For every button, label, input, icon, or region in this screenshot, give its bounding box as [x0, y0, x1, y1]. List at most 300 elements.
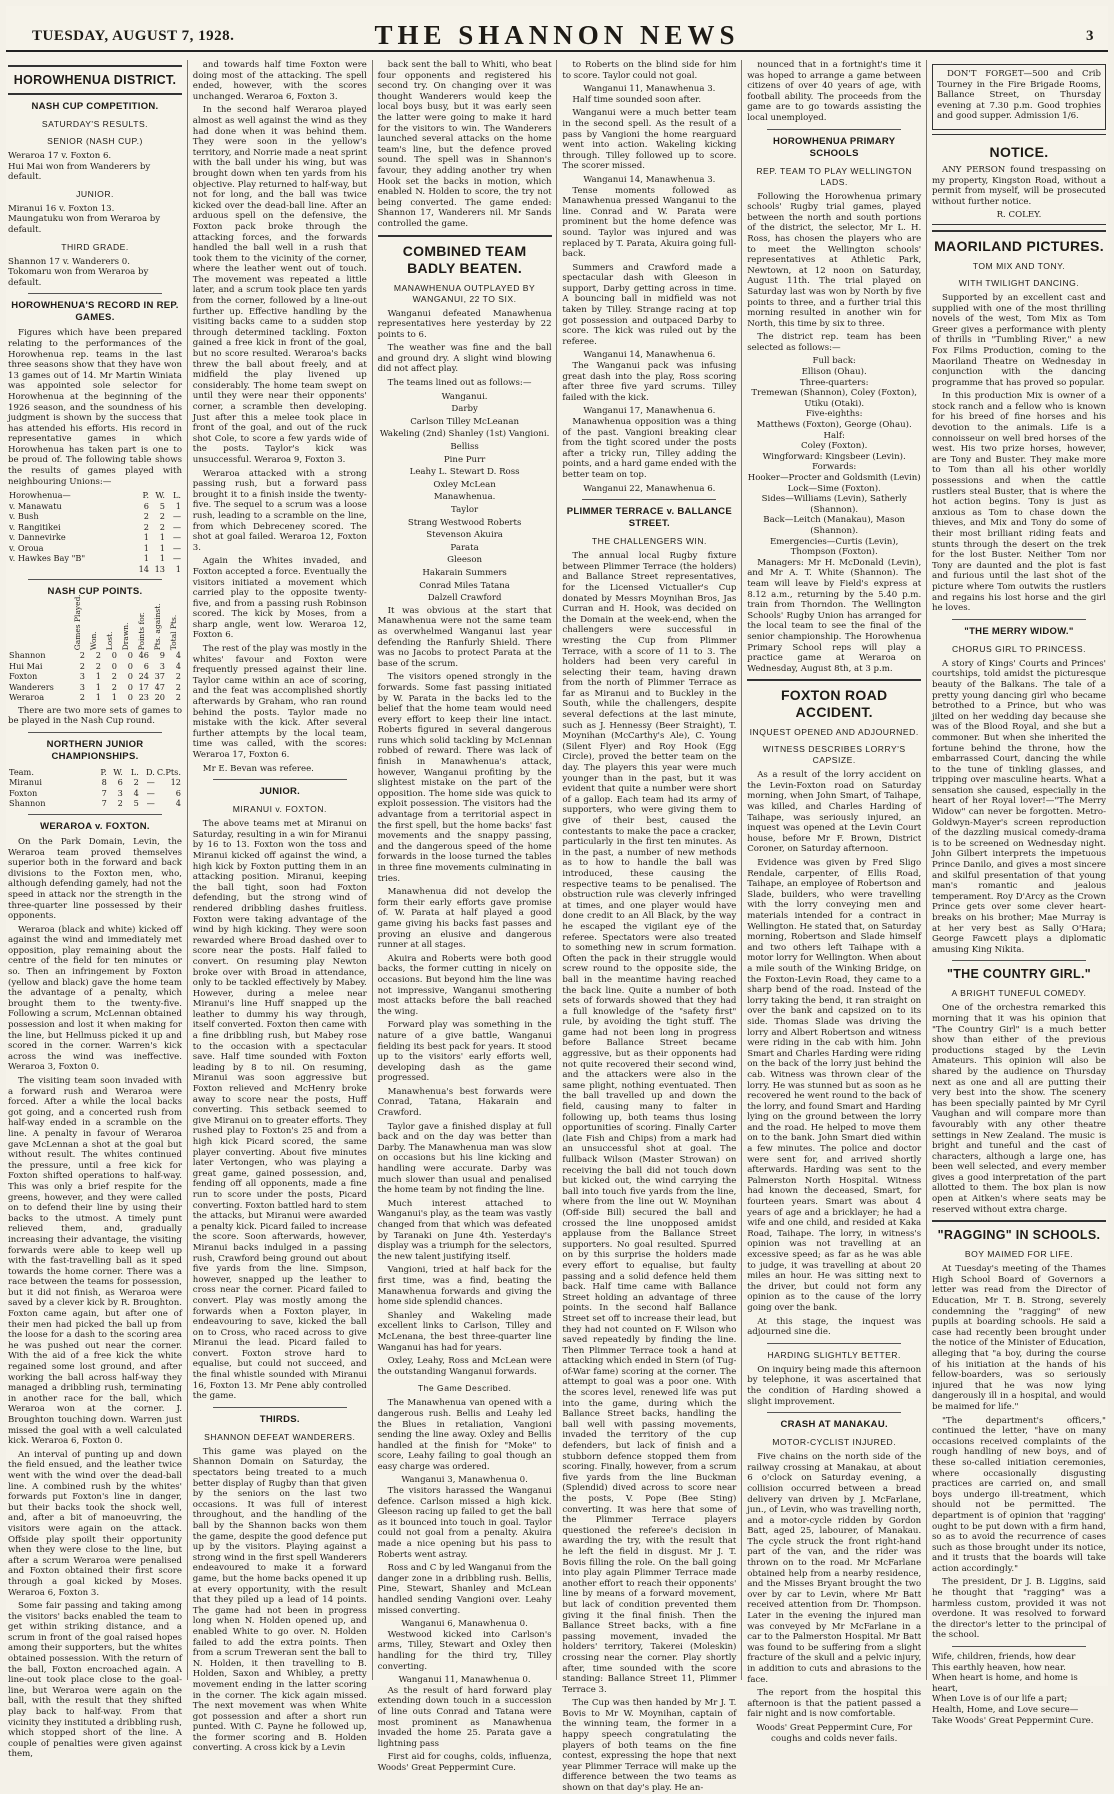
article-paragraph: There are two more sets of games to be played in the Nash Cup round.	[8, 705, 182, 727]
team-label: Wanganui.	[441, 391, 488, 402]
table-cell: Foxton	[9, 671, 38, 682]
divider	[747, 679, 921, 681]
table-cell: —	[172, 542, 181, 553]
article-paragraph: Ross and C by led Wanganui from the danger zone in a dribbling rush. Bellis, Pine, Stewart, Shanley and McLean handled sending Vangioni over. Leahy missed converting.	[377, 1563, 552, 1616]
table-cell: D.	[145, 766, 155, 777]
table-cell: Miranui	[9, 777, 42, 788]
article-paragraph: The Cup was then handed by Mr J. T. Bovis to Mr W. Moynihan, captain of the winning team, the former in a happy speech congratulating the players of both teams on the fine contest, expressing the hope that next year Plimmer Terrace will make up the difference between the two teams as shown on that day's play. He an-	[562, 1698, 737, 1794]
accident-subheading: WITNESS DESCRIBES LORRY'S CAPSIZE.	[762, 744, 906, 766]
team-line: Carlson Tilley McLeanan	[410, 416, 519, 427]
article-paragraph: This game was played on the Shannon Domain on Saturday, the spectators being treated to a much better display of Rugby than that given by the seniors on the last two occasions. It was full of interest throughout, and the handling of the ball by the Shannon backs won them the game, despite the good defence put up by the visitors. Playing against a strong wind in the first spell Wanderers endeavoured to make it a forward game, but the home backs opened it up at every opportunity, with the result that they piled up a lead of 14 points. The game had not been in progress long when N. Holden opened up, and enabled White to go over. N. Holden failed to add the extra points. Then from a scrum Treweran sent the ball to N. Holden, it then travelling to B. Holden, Saxon and Whibley, a pretty movement ending in the latter scoring in the corner. The kick again missed. The next movement was when White got possession and after a short run punted. With C. Payne he followed up, the former scoring and B. Holden converting. A cross kick by a Levin	[192, 1446, 367, 1754]
table-cell: 1	[159, 542, 165, 553]
table-cell: 9	[159, 650, 165, 661]
table-cell: 1	[95, 692, 101, 703]
table-cell: 6	[175, 787, 181, 798]
divider	[28, 579, 162, 580]
table-cell: 1	[175, 563, 181, 574]
table-cell: 0	[127, 692, 133, 703]
table-cell: 46	[138, 650, 149, 661]
table-header: Total Pts.	[168, 614, 178, 650]
ragging-heading: "RAGGING" IN SCHOOLS.	[937, 1228, 1101, 1243]
article-paragraph: The annual local Rugby fixture between Plimmer Terrace (the holders) and Ballance Street representatives, for the Licensed Victualler's Cup donated by Messrs Moynihan Bros, Jas Curran and H. Hook, was decided on the Domain at the week-end, when the challengers were successful in wresting the Cup from Plimmer Terrace, with a score of 11 to 3. The holders had been very careful in selecting their team, having drawn from the north of Plimmer Terrace as far as Miranui and to Buckley in the South, while the challengers, despite several defections at the last minute, such as J. Hennessy (Beer Straight), T. Moynihan (McCarthy's Ale), C. Young (Silent Flyer) and Roy Hook (Egg Circle), proved the better team on the day. The players this year were much younger than in the past, but it was evident that quite a number were short of a gallop. Each team had its army of supporters, who were giving them to give of their best, caused the contestants to make the pace a cracker, particularly in the first ten minutes. As in the past, a number of new methods as to how to handle the ball was introduced, these causing the respective teams to be penalised. The obstruction rule was cleverly infringed at times, and one player would have done credit to an All Black, by the way he escaped the vigilant eye of the referee. Spectators were also treated to something new in scrum formation. Often the pack in their struggle would screw round to the opposite side, the ball in the meantime having reached the back line. Quite a number of both sets of forwards showed that they had a full knowledge of the "safety first" rule, by avoiding the tight stuff. The game had not been long in progress before Ballance Street became aggressive, but as their opponents had not quite recovered their second wind, and the attackers were also in the same plight, nothing eventuated. Then the ball travelled up and down the field, causing many to falter in following up, both teams thus losing opportunities of scoring. Finally Carter (late Fish and Chips) from a mark had an unsuccessful shot at goal. The fullback Wilson (Master Strowan) on receiving the ball did not touch down but kicked out, the wind carrying the ball into touch five yards from the line, where from the line out W. Moynihan (Off-side Bill) secured the ball and crossed the line unopposed amidst applause from the Ballance Street supporters. No goal resulted. Spurred on by this surprise the holders made every effort to equalise, but faulty passing and a solid defence held them back. Half time came with Ballance Street holding an advantage of three points. In the second half Ballance Street set off to increase their lead, but they had not counted on F. Wilson who saved repeatedly by finding the line. Then Plimmer Terrace took a hand at attacking which ended in Stern (of Tug-of-War fame) scoring at the corner. The attempt to goal was a poor one. With the scores level, renewed life was put into the game, during which the Ballance Street backs, handling the ball well with passing movements, invaded the territory of the cup defenders, but lack of finish and a stubborn defence stopped them from scoring. Finally, however, from a scrum five yards from the line Buckman (Splendid) dived across to score near the posts, V. Pope (Bee Sting) converting. It was here that some of the Plimmer Terrace players questioned the referee's decision in awarding the try, with the result that he left the field in disgust. Mr J. T. Bovis filling the role. On the ball going into play again Plimmer Terrace made another effort to reach their opponents' line by means of a forward movement, but lack of condition prevented them giving it the final finish. Then the Ballance Street backs, with a fine passing movement, invaded the holders' territory, Takerei (Moleskin) crossing near the corner. Play shortly after, time sounded with the score standing: Ballance Street 11, Plimmer Terrace 3.	[562, 551, 737, 1695]
table-row	[8, 692, 182, 703]
table-cell: 6	[117, 777, 123, 788]
advertisement-text: DON'T FORGET—500 and Crib Tourney in the Fire Brigade Rooms, Ballance Street, on Thursday evening at 7.30 p.m. Good trophies and good supper. Admission 1/6.	[936, 69, 1101, 122]
divider	[28, 732, 162, 733]
table-cell: 2	[111, 671, 117, 682]
table-cell: 2	[79, 650, 85, 661]
divider	[952, 1646, 1086, 1647]
article-paragraph: Wanganui were a much better team in the second spell. As the result of a pass by Vangioni the home rearguard went into action. Wakeling kicking through. Tilley followed up to score. The scorer missed.	[562, 108, 737, 172]
page-number: 3	[1086, 28, 1094, 44]
team-line: Wakeling (2nd) Shanley (1st) Vangioni.	[379, 429, 550, 440]
table-cell: 2	[175, 692, 181, 703]
result-line: Weraroa 17 v. Foxton 6.	[8, 151, 112, 161]
article-paragraph: Westwood kicked into Carlson's arms, Tilley, Stewart and Oxley then handling for the third try, Tilley converting.	[377, 1629, 552, 1672]
article-paragraph: Shanley and Wakeling made excellent links to Carlson, Tilley and McLenana, the best three-quarter line Wanganui has had for years.	[377, 1310, 552, 1353]
table-cell: 1	[159, 553, 165, 564]
outplayed-heading: MANAWHENUA OUTPLAYED BY WANGANUI, 22 TO SIX.	[393, 282, 536, 304]
article-paragraph: The president, Dr J. B. Liggins, said he thought that "ragging" was a harmless custom, provided it was not overdone. It was resolved to forward the director's letter to the principal of the school.	[931, 1577, 1106, 1641]
table-cell: 5	[133, 798, 139, 809]
article-paragraph: Oxley, Leahy, Ross and McLean were the outstanding Wanganui forwards.	[377, 1356, 552, 1377]
table-header: Lost.	[104, 631, 114, 650]
shannon-heading: SHANNON DEFEAT WANDERERS.	[204, 1431, 356, 1442]
table-cell: Shannon	[9, 650, 46, 661]
column-3	[377, 60, 552, 1773]
table-cell: 3	[79, 671, 85, 682]
merry-widow-heading: "THE MERRY WIDOW."	[964, 625, 1074, 637]
table-cell: v. Bush	[9, 511, 39, 522]
article-paragraph: The visitors harassed the Wanganui defence. Carlson missed a high kick. Gleeson racing up failed to get the ball as it bounced into touch in goal. Taylor could not goal from a penalty. Akuira made a nice opening but his pass to Roberts went astray.	[377, 1486, 552, 1560]
divider	[582, 499, 716, 500]
table-header-row	[8, 490, 182, 501]
table-cell: 2	[117, 798, 123, 809]
miranui-heading: MIRANUI v. FOXTON.	[232, 804, 327, 815]
article-paragraph: Weraroa (black and white) kicked off against the wind and immediately met opposition, play remaining about the centre of the field for ten minutes or so. Then an infringement by Foxton (yellow and black) gave the home team the advantage of a penalty, which brought them to the twenty-five. Following a scrum, McLennan obtained possession and lost it when making for the line, but Hellmuss picked it up and scored in the corner. Warren's kick across the wind was ineffective. Weraroa 3, Foxton 0.	[8, 924, 182, 1073]
article-paragraph: and towards half time Foxton were doing most of the attacking. The spell ended, however, with the scores unchanged. Weraroa 6, Foxton 3.	[192, 60, 367, 102]
record-heading: HOROWHENUA'S RECORD IN REP. GAMES.	[11, 300, 179, 324]
article-paragraph: Figures which have been prepared relating to the performances of the Horowhenua rep. teams in the last three seasons show that they have won 13 games out of 14. Mr Martin Winiata was appointed sole selector for Horowhenua at the beginning of the 1926 season, and the soundness of his judgment is shown by the success that has attended his efforts. His record in representative games in which Horowhenua has taken part is one to be proud of. The following table shows the results of games played with neighbouring Unions:—	[8, 328, 182, 487]
table-cell: C.Pts.	[156, 766, 181, 777]
result-line: Shannon 17 v. Wanderers 0.	[8, 256, 130, 267]
points-table	[8, 593, 182, 703]
table-cell: 13	[154, 563, 165, 574]
table-cell: Team.	[9, 766, 34, 777]
table-row	[8, 798, 182, 809]
article-paragraph: Manawhenua opposition was a thing of the past. Vangioni breaking clear from the tight scored under the posts after a tricky run, Tilley adding the points, and a hard game ended with the better team on top.	[562, 417, 737, 480]
article-paragraph: Akuira and Roberts were both good backs, the former cutting in nicely on occasions. But beyond him the line was not impressive, Wanganui smothering most attacks before the ball reached the wing.	[377, 953, 552, 1017]
article-paragraph: The visitors opened strongly in the forwards. Some fast passing initiated by W. Parata in the backs led to the belief that the home team would need every effort to keep their line intact. Roberts figured in several dangerous runs which solid tackling by McLennan robbed of reward. There was lack of finish in Manawhenua's attack, however, Wanganui profiting by the slightest mistake on the part of the opposition. The home side was quick to exploit possession. The visitors had the advantage from a territorial aspect in the first spell, but the home backs' fast movements and the snappy passing, and the dangerous speed of the home forwards in the loose turned the tables in three fine movements culminating in tries.	[377, 672, 552, 884]
article-paragraph: The above teams met at Miranui on Saturday, resulting in a win for Miranui by 16 to 13. Foxton won the toss and Miranui kicked off against the wind, a high kick by Foxton putting them in an attacking position. Miranui, keeping the ball tight, soon had Foxton defending, but the strong wind of rendered dribbling dashes fruitless. Foxton were taking advantage of the wind by high kicking. They were soon rewarded where Broad dashed over to score near the posts. Half failed to convert. On resuming play Newton broke over with Broad in attendance, only to be tackled effectively by Mabey. However, during a melee near Miranui's line Huff snapped up the leather to dummy his way through, itself converted. Foxton then came with a fine dribbling rush, but Mabey rose to the occasion with a spectacular save. Half time sounded with Foxton leading by 8 to nil. On resuming, Miranui was soon aggressive but Foxton relieved and McHenry broke away to score near the posts, Huff converting. This setback seemed to give Miranui on to greater efforts. They rushed play to Foxton's 25 and from a high kick Picard scored, the same player converting. About five minutes later Vertongen, who was playing a great game, gained possession, and, fending off all opponents, made a fine run to score under the posts, Picard converting. Foxton battled hard to stem the attacks, but Miranui were awarded a penalty kick. Picard failed to increase the score. Soon afterwards, however, Miranui backs indulged in a passing rush, Crawford being ground out about five yards from the line. Simpson, however, snapped up the leather to cross near the corner. Picard failed to convert. Play was mostly among the forwards when a Foxton player, in endeavouring to save, kicked the ball on to Cross, who raced across to give Miranui the lead. Picard failed to convert. Foxton strove hard to equalise, but could not succeed, and the final whistle sounded with Miranui 16, Foxton 13. Mr Pene ably controlled the game.	[192, 819, 367, 1402]
table-header: Pts. against.	[152, 603, 162, 650]
team-line: Gleeson	[447, 555, 483, 566]
table-cell: —	[172, 553, 181, 564]
article-paragraph: The visiting team soon invaded with a forward rush and Weraroa were forced. After a while the local backs got going, and a concerted rush from half-way ended in a scramble on the line. A penalty in favour of Weraroa gave McLennan a shot at the goal but without result. The whites continued the pressure, until a free kick for Foxton shifted operations to half-way. This was only a brief respite for the greens, however, and they were called on to defend their line by using their backs to the utmost. A timely punt relieved them, and, gradually increasing their advantage, the visiting forwards were able to keep well up with the fast-travelling ball as it sped towards the home corner. There was a race between the teams for possession, but it did not finish, as Weraroa were saved by a clever kick by R. Broughton. Foxton came again, but after one of their men had picked the ball up from the loose for a dash to the scoring area he was pushed out near the corner. With the aid of a free kick the white regained some lost ground, and after working the ball across half-way they managed a dribbling rush, terminating in another race for the ball, which Weraroa won at the corner. J. Broughton touching down. Warren just missed the goal with a well calculated kick. Weraroa 6, Foxton 0.	[8, 1076, 182, 1447]
divider	[378, 235, 552, 237]
result-line: Miranui 16 v. Foxton 13.	[8, 203, 115, 214]
thirds-heading: THIRDS.	[259, 1413, 300, 1425]
combined-heading: COMBINED TEAM BADLY BEATEN.	[402, 242, 527, 276]
pictures-subheading: WITH TWILIGHT DANCING.	[958, 277, 1080, 288]
table-cell: 2	[79, 692, 85, 703]
divider	[932, 1220, 1106, 1222]
accident-heading: FOXTON ROAD ACCIDENT.	[780, 687, 888, 721]
table-cell: 1	[159, 532, 165, 543]
team-line: Hooker—Procter and Goldsmith (Levin)	[747, 473, 921, 483]
team-line: Lock—Sime (Foxton).	[787, 483, 881, 494]
article-paragraph: The teams lined out as follows:—	[387, 378, 532, 389]
table-cell: 0	[127, 681, 133, 692]
table-cell: Hui Mai	[9, 660, 43, 671]
table-header: Games Played.	[72, 593, 82, 650]
divider	[952, 960, 1086, 961]
article-paragraph: Managers: Mr H. McDonald (Levin), and Mr A. T. White (Shannon). The team will leave by Field's express at 8.12 a.m., returning by the 5.40 p.m. train from Thorndon. The Wellington Schools' Rugby Union has arranged for the local team to see the final of the senior championship. The Horowhenua Primary School reps will play a practice game at Weraroa on Wednesday, August 8th, at 3 p.m.	[747, 557, 922, 674]
result-line: Hui Mai won from Wanderers by default.	[8, 161, 151, 183]
masthead	[6, 6, 1108, 52]
newspaper-page	[6, 6, 1108, 1794]
column-4	[562, 60, 737, 1794]
score-line: Wanganui 14, Manawhenua 6.	[583, 350, 716, 361]
article-paragraph: The weather was fine and the ball and ground dry. A slight wind blowing did not affect play.	[377, 343, 552, 375]
table-cell: 2	[159, 511, 165, 522]
table-row	[8, 522, 182, 533]
table-cell: Foxton	[9, 787, 38, 798]
table-cell: v. Dannevirke	[9, 532, 66, 543]
article-paragraph: A story of Kings' Courts and Princes' courtships, told amidst the picturesque beauty of the Balkans. The tale of a pretty young dancing girl who became betrothed to a Prince, but who was jilted on her wedding day because she was of the Blood Royal, and she but a commoner. But when she inherited the fortune behind the throne, how the embarrassed Court, dancing the while to the tune of tinkling glasses, and tripping over masculine hearts. What a sensation she caused, especially in the heart of her Royal lover!—"The Merry Widow" can never be forgotten. Metro-Goldwyn-Mayer's screen reproduction of the dazzling musical comedy-drama is to be screened on Wednesday night. John Gilbert interprets the impetuous Prince Danilo, and gives a most sincere and skilful presentation of that young man's romantic and jealous temperament. Roy D'Arcy as the Crown Prince gets over some clever heart-breaks on his brother; Mae Murray is at her very best as Sally O'Hara; George Fawcett plays a diplomatic amusing King Nikita.	[931, 658, 1106, 955]
article-paragraph: Five chains on the north side of the railway crossing at Manakau, at about 6 o'clock on Saturday evening, a collision occurred between a bread delivery van driven by J. McFarlane, jun., of Levin, who was travelling north, and a motor-cycle ridden by Gordon Batt, aged 25, labourer, of Manakau. The cycle struck the front right-hand part of the van, and the rider was thrown on to the road. Mr McFarlane obtained help from a nearby residence, and the Misses Bryant brought the two over by car to Levin, where Mr Batt received attention from Dr. Thompson. Later in the evening the injured man was conveyed by Mr McFarlane in a car to the Palmerston Hospital. Mr Batt was found to be suffering from a slight fracture of the skull and a pelvic injury, in addition to cuts and abrasions to the face.	[747, 1452, 922, 1685]
pictures-heading: MAORILAND PICTURES.	[934, 237, 1104, 254]
article-paragraph: It was obvious at the start that Manawhenua were not the same team as overwhelmed Wanganui last year defending the Ranfurly Shield. There was no Jacobs to protect Parata at the base of the scrum.	[377, 605, 552, 669]
article-paragraph: At Tuesday's meeting of the Thames High School Board of Governors a letter was read from the Director of Education, Mr T. B. Strong, severely condemning the "ragging" of new pupils at boarding schools. He said a case had recently been brought under the notice of the Minister of Education, alleging that "a boy, during the course of his initiation at the hands of his fellow-boarders, was so seriously injured that he was now lying dangerously ill in a hospital, and would be maimed for life."	[931, 1264, 1106, 1412]
table-cell: v. Oroua	[9, 542, 44, 553]
table-cell: —	[172, 521, 181, 532]
team-line: Half:	[823, 430, 845, 441]
table-header-row	[8, 767, 182, 778]
team-line: Stevenson Akuira	[426, 530, 503, 541]
table-cell: 2	[143, 521, 149, 532]
table-cell: L.	[172, 490, 181, 501]
team-line: Ellison (Ohau).	[801, 367, 867, 378]
table-cell: 2	[111, 681, 117, 692]
article-paragraph: Supported by an excellent cast and supplied with one of the most thrilling novels of the west, Tom Mix as Tom Greer gives a performance with plenty of thrills in "Tumbling River," a new Fox Films Production, coming to the Maoriland Theatre on Wednesday in conjunction with the dancing programme that has proved so popular.	[931, 292, 1106, 388]
table-cell: v. Rangitikei	[9, 521, 61, 532]
table-cell: 14	[138, 563, 149, 574]
column-6	[931, 60, 1106, 1726]
article-paragraph: As a result of the lorry accident on the Levin-Foxton road on Saturday morning, when John Smart, of Taihape, was killed, and Charles Harding of Taihape, was seriously injured, an inquest was opened at the Levin Court house, before Mr F. Brown, District Coroner, on Saturday afternoon.	[747, 770, 922, 855]
junior-heading: JUNIOR.	[259, 786, 301, 798]
table-cell: 1	[143, 532, 149, 543]
table-cell: 3	[117, 787, 123, 798]
table-cell: 4	[175, 798, 181, 809]
table-cell: 4	[133, 787, 139, 798]
table-cell: 17	[138, 681, 149, 692]
divider	[932, 230, 1106, 232]
team-line: Leahy L. Stewart D. Ross	[409, 467, 520, 478]
northern-heading: NORTHERN JUNIOR CHAMPIONSHIPS.	[46, 738, 144, 762]
team-label: Manawhenua.	[433, 492, 496, 503]
table-row	[8, 511, 182, 522]
score-line: Wanganui 11, Manawhenua 3.	[583, 84, 716, 95]
ragging-subheading: BOY MAIMED FOR LIFE.	[964, 1249, 1074, 1260]
table-cell: 0	[127, 671, 133, 682]
crash-heading: CRASH AT MANAKAU.	[780, 1419, 888, 1431]
points-heading: NASH CUP POINTS.	[47, 586, 143, 598]
team-line: Taylor	[451, 505, 479, 515]
table-cell: —	[172, 511, 181, 522]
article-paragraph: The rest of the play was mostly in the whites' favour and Foxton were frequently pressed against their line. Taylor came within an ace of scoring, and the feat was accomplished shortly afterwards by Graham, who ran round behind the posts. Taylor made no mistake with the kick. After several further attempts by the local team, time was called, with the scores: Weraroa 17, Foxton 6.	[192, 644, 367, 760]
team-line: Three-quarters:	[799, 377, 869, 388]
results-heading: SATURDAY'S RESULTS.	[41, 119, 149, 129]
team-line: Tremewan (Shannon), Coley (Foxton), Utiku (Otaki).	[751, 388, 918, 409]
pictures-subheading: TOM MIX AND TONY.	[972, 260, 1066, 271]
table-row	[8, 532, 182, 543]
table-cell: 1	[175, 500, 181, 511]
article-paragraph: to Roberts on the blind side for him to score. Taylor could not goal.	[562, 60, 737, 81]
article-paragraph: Tense moments followed as Manawhenua pressed Wanganui to the line. Conrad and W. Parata were prominent but the home defence was sound. Taylor was injured and was replaced by T. Parata, Akuira going full-back.	[562, 185, 737, 260]
team-line: Oxley McLean	[433, 479, 496, 490]
country-girl-heading: "THE COUNTRY GIRL."	[947, 967, 1091, 982]
newspaper-title: THE SHANNON NEWS	[374, 20, 740, 50]
divider	[952, 619, 1086, 620]
table-cell: 3	[79, 681, 85, 692]
table-cell: —	[146, 777, 155, 788]
issue-date: TUESDAY, AUGUST 7, 1928.	[32, 28, 235, 44]
table-cell: W.	[155, 490, 165, 501]
harding-heading: HARDING SLIGHTLY BETTER.	[767, 1349, 901, 1360]
verse-line: Wife, children, friends, how dear	[931, 1652, 1076, 1663]
score-line: Wanganui 17, Manawhenua 6.	[583, 406, 716, 417]
team-line: Wingforward: Kingsbeer (Levin).	[762, 451, 906, 462]
article-paragraph: Manawhenua's best forwards were Conrad, Tatana, Hakarain and Crawford.	[377, 1086, 552, 1119]
score-line: Wanganui 6, Manawhenua 0.	[401, 1619, 528, 1630]
table-row	[8, 671, 182, 682]
article-paragraph: The Wanganui pack was infusing great dash into the play, Ross scoring after three five yard scrums. Tilley failed with the kick.	[562, 361, 737, 403]
team-line: Five-eighths:	[805, 409, 863, 420]
team-line: Pine Purr	[443, 454, 486, 465]
article-paragraph: Forward play was something in the nature of a give battle, Wanganui fielding its best pack for years. It stood up to the visitors' early efforts well, developing dash as the game progressed.	[377, 1020, 552, 1084]
table-cell: 7	[101, 787, 107, 798]
score-line: Wanganui 11, Manawhenua 0.	[398, 1675, 531, 1686]
article-paragraph: The report from the hospital this afternoon is that the patient passed a fair night and is now comfortable.	[747, 1688, 922, 1720]
table-row	[8, 543, 182, 554]
table-cell: 6	[143, 660, 149, 671]
article-paragraph: Half time sounded soon after.	[572, 94, 702, 105]
article-paragraph: On inquiry being made this afternoon by telephone, it was ascertained that the condition of Harding showed a slight improvement.	[747, 1364, 922, 1407]
table-cell: 12	[170, 777, 181, 788]
table-cell: 0	[127, 660, 133, 671]
article-paragraph: Taylor gave a finished display at full back and on the day was better than Darby. The Manawhenua man was slow on occasions but his line kicking and handling were accurate. Darby was much slower than usual and penalised the home team by not finding the line.	[377, 1121, 552, 1196]
table-cell: v. Hawkes Bay "B"	[9, 553, 86, 564]
article-paragraph: The Manawhenua van opened with a dangerous rush. Bellis and Leahy led the Blues in retaliation, Vangioni sending the line away. Oxley and Bellis handled at the finish for "Moke" to score, Leahy failing to goal though an easy charge was ordered.	[377, 1398, 552, 1472]
score-line: Wanganui 3, Manawhenua 0.	[401, 1475, 528, 1486]
article-paragraph: On the Park Domain, Levin, the Weraroa team proved themselves superior both in the forward and back divisions to the Foxton men, who, although defending gamely, had not the speed in attack nor the strength in the three-quarter line possessed by their opponents.	[8, 836, 182, 922]
northern-table	[8, 767, 182, 809]
article-paragraph: Again the Whites invaded, and Foxton accepted a force. Eventually the visitors initiated a movement which carried play to the opposite twenty-five, and from a passing rush Robinson scored. The kick by Moses, from a sharp angle, went low. Weraroa 12, Foxton 6.	[192, 556, 367, 641]
verse-line: Take Woods' Great Peppermint Cure.	[931, 1715, 1094, 1726]
column-2	[192, 60, 367, 1754]
table-cell: 1	[111, 692, 117, 703]
team-line: Darby	[451, 404, 478, 415]
table-row	[8, 661, 182, 672]
article-paragraph: One of the orchestra remarked this morning that it was his opinion that "The Country Girl" is a much better show than either of the previous productions staged by the Levin Amateurs. This opinion will also be shared by the audience on Thursday next as one and all are putting their very best into the show. The scenery has been specially painted by Mr Cyril Vaughan and will compare more than favourably with any other theatre settings in New Zealand. The music is bright and tuneful and the cast of characters, although a large one, has been well selected, and every member gives a good interpretation of the part allotted to them. The box plan is now open at Aitken's where seats may be reserved without extra charge.	[931, 1003, 1106, 1215]
table-cell: 0	[111, 660, 117, 671]
table-cell: 3	[159, 660, 165, 671]
divider	[767, 1412, 901, 1413]
divider	[213, 779, 347, 780]
article-paragraph: nounced that in a fortnight's time it was hoped to arrange a game between citizens of over 40 years of age, with football ability. The proceeds from the game are to go towards assisting the local unemployed.	[747, 60, 922, 123]
score-line: Wanganui 22, Manawhenua 6.	[583, 483, 716, 494]
team-line: Hakarain Summers	[422, 567, 507, 578]
table-cell: v. Manawatu	[9, 500, 62, 511]
table-cell: 2	[175, 671, 181, 682]
result-line: Maungatuku won from Weraroa by default.	[8, 214, 161, 235]
table-cell: 2	[175, 681, 181, 692]
table-cell: 20	[154, 692, 165, 703]
columns	[8, 60, 1106, 1794]
table-cell: Shannon	[9, 798, 46, 809]
table-cell: —	[172, 532, 181, 543]
table-cell: 2	[79, 660, 85, 671]
table-cell: 2	[143, 511, 149, 522]
plimmer-subheading: THE CHALLENGERS WIN.	[591, 536, 707, 547]
table-cell: 37	[154, 671, 165, 682]
team-line: Back—Leitch (Manakau), Mason (Shannon).	[763, 515, 906, 536]
crib-tourney-advertisement	[932, 64, 1106, 130]
table-cell: 2	[159, 521, 165, 532]
nash-cup-heading: NASH CUP COMPETITION.	[31, 101, 159, 112]
notice-signature: R. COLEY.	[996, 210, 1042, 221]
table-header: Drawn.	[120, 622, 130, 650]
team-line: Coley (Foxton).	[801, 441, 868, 452]
table-cell: 24	[138, 671, 149, 682]
table-cell: 23	[138, 692, 149, 703]
advertisement-line: Woods' Great Peppermint Cure, For coughs and colds never fails.	[756, 1722, 913, 1744]
table-row	[8, 501, 182, 512]
article-paragraph: In the second half Weraroa played almost as well against the wind as they had done when it was behind them. They were soon in the yellow's territory, and Norrie made a neat sprint with the ball under his wing, but was brought down when ten yards from his objective. Play returned to half-way, but not for long, and the ball was twice kicked over the dead-ball line. After an arduous spell on the defensive, the Foxton pack broke through the attacking forces, and the forwards handled the ball well in a rush that took them to the vicinity of the corner, where the leather went out of touch. The movement was repeated a little later, and a scrum took place ten yards from the corner, followed by a line-out further up. Effective handling by the visiting backs came to a sudden stop through determined tackling. Foxton gained a free kick in front of the goal, but no score resulted. Weraroa's backs threw the ball about freely, and at midfield the play livened up considerably. The home team swept on until they were near their opponents' corner, a scramble then developing. Just after this a melee took place in front of the goal, and out of the ruck shot Cole, to score a few yards wide of the posts. Taylor's kick was unsuccessful. Weraroa 9, Foxton 3.	[192, 105, 367, 465]
table-cell: Horowhenua—	[9, 490, 71, 501]
table-cell: 47	[154, 681, 165, 692]
table-cell: 1	[143, 542, 149, 553]
article-paragraph: As the result of hard forward play extending down touch in a succession of line outs Conrad and Tatana were most prominent as Manawhenua invaded the home 25. Parata gave a lightning pass	[377, 1685, 552, 1749]
primary-schools-heading: HOROWHENUA PRIMARY SCHOOLS	[772, 135, 896, 159]
table-cell: 7	[101, 798, 107, 809]
article-paragraph: "The department's officers," continued the letter, "have on many occasions received complaints of the rough handling of new boys, and of these so-called initiation ceremonies, where occasionally disgusting practices are carried on, and small boys undergo ill-treatment, which should not be permitted. The department is of opinion that 'ragging' ought to be put down with a firm hand, so as to avoid the recurrence of cases such as those brought under its notice, and it trusts that the boards will take action accordingly."	[931, 1415, 1106, 1574]
table-row	[8, 682, 182, 693]
team-line: Conrad Miles Tatana	[419, 580, 510, 591]
table-row	[8, 553, 182, 564]
table-totals-row	[8, 564, 182, 575]
verse-line: When heart is home, and home is heart,	[931, 1673, 1078, 1694]
article-paragraph: Much interest attached to Wanganui's play, as the team was vastly changed from that which was defeated by Taranaki on June 4th. Yesterday's display was a triumph for the selectors, the new talent justifying itself.	[377, 1198, 552, 1262]
table-row	[8, 788, 182, 799]
table-cell: 1	[143, 553, 149, 564]
team-line: Forwards:	[812, 462, 857, 473]
verse-line: When Love is of our life a part;	[931, 1694, 1068, 1705]
table-cell: —	[146, 787, 155, 798]
table-cell: 0	[127, 650, 133, 661]
article-paragraph: back sent the ball to Whiti, who beat four opponents and registered his second try. On changing over it was thought Wanderers would keep the local boys busy, but it was early seen the latter were going to make it hard for the visitors to win. The Wanderers launched several attacks on the home team's line, but the defence proved sound. The spell was in Shannon's favour, they adding another try when Hook set the backs in motion, which enabled N. Holden to score, the try not being converted. The game ended: Shannon 17, Wanderers nil. Mr Sands controlled the game.	[377, 60, 552, 229]
table-cell: Weraroa	[9, 692, 45, 703]
article-paragraph: Vangioni, tried at half back for the first time, was a find, beating the Manawhenua forwards and giving the home side splendid chances.	[377, 1265, 552, 1308]
table-cell: 1	[95, 681, 101, 692]
article-paragraph: Weraroa attacked with a strong passing rush, but a forward pass brought it to a finish inside the twenty-five. The sequel to a scrum was a loose rush, leading to a scramble on the line, from which Debreceney scored. The shot at goal failed. Weraroa 12, Foxton 3.	[192, 468, 367, 553]
table-cell: 0	[111, 650, 117, 661]
record-table	[8, 490, 182, 574]
article-paragraph: Summers and Crawford made a spectacular dash with Gleeson in support, Darby getting across in time. A bouncing ball in midfield was not taken by Tilley. Strange racing at top got possession and outpaced Darby to score. The kick was ruled out by the referee.	[562, 262, 737, 347]
table-cell: Wanderers	[9, 681, 54, 692]
table-cell: L.	[130, 766, 139, 777]
article-paragraph: The district rep. team has been selected as follows:—	[747, 332, 922, 353]
game-described-heading: The Game Described.	[417, 1383, 512, 1394]
team-line: Full back:	[812, 356, 856, 367]
article-paragraph: Mr E. Bevan was referee.	[202, 763, 314, 774]
verse-line: This earthly heaven, how near.	[931, 1662, 1066, 1673]
table-cell: P.	[142, 490, 149, 501]
junior-heading: JUNIOR.	[76, 188, 114, 199]
table-cell: 4	[175, 660, 181, 671]
team-line: Sides—Williams (Levin), Satherly (Shannon).	[761, 494, 907, 515]
table-cell: —	[146, 798, 155, 809]
notice-text: ANY PERSON found trespassing on my property, Kingston Road, without a permit from myself, will be prosecuted without further notice.	[931, 164, 1106, 207]
table-row	[8, 650, 182, 661]
table-header-row	[8, 602, 182, 650]
article-paragraph: At this stage, the inquest was adjourned sine die.	[747, 1316, 922, 1338]
column-5	[747, 60, 922, 1744]
third-grade-heading: THIRD GRADE.	[61, 241, 129, 252]
team-line: Parata	[450, 542, 479, 553]
table-cell: 4	[175, 650, 181, 661]
column-1	[8, 60, 182, 1760]
divider	[8, 93, 182, 95]
divider	[767, 1343, 901, 1344]
team-line: Dalzell Crawford	[427, 593, 502, 604]
table-cell: 6	[143, 500, 149, 511]
article-paragraph: An interval of punting up and down the field ensued, and the leather twice went with the wind over the dead-ball line. A combined rush by the whites' forwards put Foxton's line in danger, but their backs took the shock well, and, after a bit of manoeuvring, the visitors were again on the attack. Offside play spoilt their opportunity when they were close to the line, but after a scrum Weraroa were penalised and Foxton obtained their first score through a goal kicked by Moses. Weraroa 6, Foxton 3.	[8, 1449, 182, 1598]
team-line: Strang Westwood Roberts	[407, 517, 522, 528]
team-line: Belliss	[450, 442, 479, 453]
crash-subheading: MOTOR-CYCLIST INJURED.	[772, 1437, 897, 1448]
team-line: Emergencies—Curtis (Levin), Thompson (Foxton).	[770, 536, 899, 558]
score-line: Wanganui 14, Manawhenua 3.	[583, 174, 716, 185]
table-cell: W.	[113, 766, 123, 777]
merry-widow-subheading: CHORUS GIRL TO PRINCESS.	[951, 643, 1087, 654]
match-heading: WERAROA v. FOXTON.	[40, 820, 150, 832]
table-header: Won.	[88, 631, 98, 650]
divider	[8, 65, 182, 67]
table-row	[8, 777, 182, 788]
primary-schools-subheading: REP. TEAM TO PLAY WELLINGTON LADS.	[756, 165, 913, 187]
senior-heading: SENIOR (NASH CUP.)	[47, 136, 143, 146]
article-paragraph: Wanganui defeated Manawhenua representatives here yesterday by 22 points to 6.	[377, 308, 552, 340]
article-paragraph: Manawhenua did not develop the form their early efforts gave promise of. W. Parata at half played a good game giving his backs fast passes and proving an elusive and dangerous runner at all stages.	[377, 887, 552, 951]
table-cell: 2	[133, 777, 139, 788]
verse-line: Health, Home, and Love secure—	[931, 1705, 1079, 1715]
table-cell: 2	[95, 660, 101, 671]
plimmer-heading: PLIMMER TERRACE v. BALLANCE STREET.	[566, 506, 732, 530]
divider	[28, 293, 162, 294]
divider	[213, 1407, 347, 1408]
table-cell: 8	[101, 777, 107, 788]
team-line: Matthews (Foxton), George (Ohau).	[756, 420, 912, 431]
article-paragraph: Evidence was given by Fred Sligo Rendale, carpenter, of Ellis Road, Taihape, an employee of Robertson and Slade, builders, who were travelling with the lorry conveying men and materials intended for a contract in Wellington. He stated that, on Saturday morning, Robertson and Slade himself and two others left Taihape with a motor lorry for Wellington. When about a mile south of the Winking Bridge, on the Foxton-Levin Road, they came to a sharp bend of the road. Instead of the lorry taking the bend, it ran straight on over the bank and capsized on to its side. Thomas Slade was driving the lorry and Albert Robertson and witness were riding in the cab with him. John Smart and Charles Harding were riding on the back of the lorry just behind the cab. Witness was thrown clear of the lorry. He was stunned but as soon as he recovered he went round to the back of the lorry, and found Smart and Harding lying on the ground between the lorry and the road. He helped to move them on to the bank. John Smart died within a few minutes. The police and doctor were sent for, and arrived shortly afterwards. Harding was sent to the Palmerston North Hospital. Witness had known the deceased, Smart, for fourteen years. Smart was about 4 years of age and a bricklayer; he had a wife and one child, and resided at Kaka Road, Taihape. The lorry, in witness's opinion was not travelling at an excessive speed; as far as he was able to judge, it was travelling at about 20 miles an hour. He was sitting next to the driver, but could not form any opinion as to the cause of the lorry going over the bank.	[747, 858, 922, 1313]
table-cell: 1	[95, 671, 101, 682]
notice-heading: NOTICE.	[989, 143, 1049, 160]
district-heading: HOROWHENUA DISTRICT.	[13, 73, 177, 87]
article-paragraph: Some fair passing and taking among the visitors' backs enabled the team to get within striking distance, and a scrum in front of the goal raised hopes among their supporters, but the whites obtained possession. With the return of the ball, Foxton encroached again. A line-out took place close to the goal-line, but Weraroa were again on the ball, with the result that they shifted play back to half-way. From that vicinity they instituted a dribbling rush, which stopped short of the line. A couple of penalties were given against them,	[8, 1601, 182, 1760]
divider	[28, 814, 162, 815]
table-cell: P.	[100, 766, 107, 777]
